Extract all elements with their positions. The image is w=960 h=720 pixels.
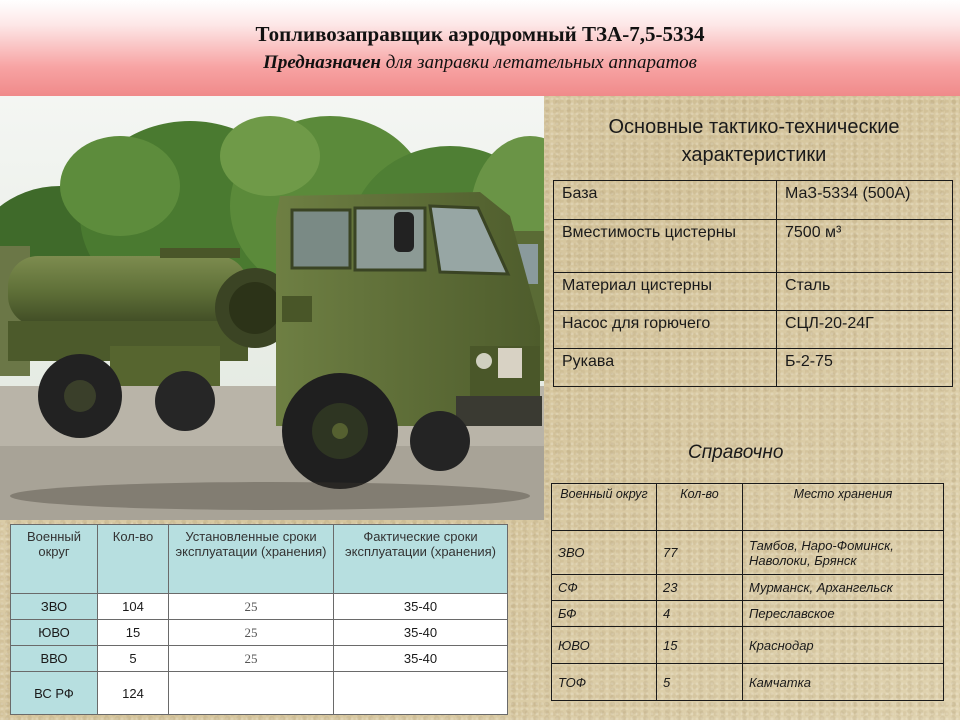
specs-row — [554, 220, 953, 273]
table-row — [11, 620, 508, 646]
count-cell: 77 — [657, 531, 743, 575]
table-row — [552, 575, 944, 601]
place-cell: Краснодар — [743, 627, 944, 664]
specs-key: Вместимость цистерны — [554, 220, 777, 273]
slide-subtitle — [0, 52, 960, 74]
district-cell: СФ — [552, 575, 657, 601]
actual-term-cell: 35-40 — [334, 620, 508, 646]
table-header-row — [11, 525, 508, 594]
table-row — [552, 531, 944, 575]
table-row — [552, 627, 944, 664]
slide-title: Топливозаправщик аэродромный ТЗА-7,5-5334 — [255, 22, 705, 46]
district-cell: ЮВО — [552, 627, 657, 664]
district-cell: ТОФ — [552, 664, 657, 701]
count-cell: 15 — [657, 627, 743, 664]
specs-value: СЦЛ-20-24Г — [777, 311, 953, 349]
reference-heading: Справочно — [688, 442, 784, 463]
column-header: Кол-во — [657, 484, 743, 531]
district-cell: ЗВО — [11, 594, 98, 620]
count-cell: 124 — [98, 672, 169, 715]
truck-photo — [0, 96, 544, 520]
count-cell: 4 — [657, 601, 743, 627]
specs-value: Б-2-75 — [777, 349, 953, 387]
district-cell: ВВО — [11, 646, 98, 672]
district-cell: ЮВО — [11, 620, 98, 646]
specs-value: МаЗ-5334 (500А) — [777, 181, 953, 220]
column-header: Место хранения — [743, 484, 944, 531]
specs-row — [554, 349, 953, 387]
set-term-cell — [169, 672, 334, 715]
subtitle-rest: для заправки летательных аппаратов — [380, 52, 697, 73]
table-header-row — [552, 484, 944, 531]
table-row — [11, 594, 508, 620]
count-cell: 15 — [98, 620, 169, 646]
actual-term-cell — [334, 672, 508, 715]
count-cell: 5 — [98, 646, 169, 672]
table-row — [11, 672, 508, 715]
specs-heading — [548, 113, 960, 169]
set-term-cell: 25 — [169, 646, 334, 672]
count-cell: 5 — [657, 664, 743, 701]
specs-row — [554, 181, 953, 220]
specs-value: Сталь — [777, 273, 953, 311]
specs-heading-line1: Основные тактико-технические — [608, 116, 900, 138]
count-cell: 104 — [98, 594, 169, 620]
district-cell: ВС РФ — [11, 672, 98, 715]
actual-term-cell: 35-40 — [334, 646, 508, 672]
column-header: Военный округ — [552, 484, 657, 531]
district-cell: ЗВО — [552, 531, 657, 575]
set-term-cell: 25 — [169, 594, 334, 620]
specs-key: Материал цистерны — [554, 273, 777, 311]
set-term-cell: 25 — [169, 620, 334, 646]
place-cell: Тамбов, Наро-Фоминск, Наволоки, Брянск — [743, 531, 944, 575]
specs-key: Рукава — [554, 349, 777, 387]
specs-value: 7500 м³ — [777, 220, 953, 273]
place-cell: Камчатка — [743, 664, 944, 701]
column-header: Установленные сроки эксплуатации (хранения) — [169, 525, 334, 594]
count-cell: 23 — [657, 575, 743, 601]
specs-key: База — [554, 181, 777, 220]
table-row — [552, 601, 944, 627]
actual-term-cell: 35-40 — [334, 594, 508, 620]
specs-row — [554, 273, 953, 311]
place-cell: Мурманск, Архангельск — [743, 575, 944, 601]
column-header: Кол-во — [98, 525, 169, 594]
specs-key: Насос для горючего — [554, 311, 777, 349]
table-row — [11, 646, 508, 672]
place-cell: Переславское — [743, 601, 944, 627]
column-header: Военный округ — [11, 525, 98, 594]
specs-heading-line2: характеристики — [681, 144, 827, 166]
table-row — [552, 664, 944, 701]
column-header: Фактические сроки эксплуатации (хранения) — [334, 525, 508, 594]
reference-table — [551, 483, 944, 701]
subtitle-bold: Предназначен — [263, 52, 381, 73]
specs-table — [553, 180, 953, 387]
specs-row — [554, 311, 953, 349]
slide-header — [0, 0, 960, 96]
operation-table — [10, 524, 508, 715]
district-cell: БФ — [552, 601, 657, 627]
